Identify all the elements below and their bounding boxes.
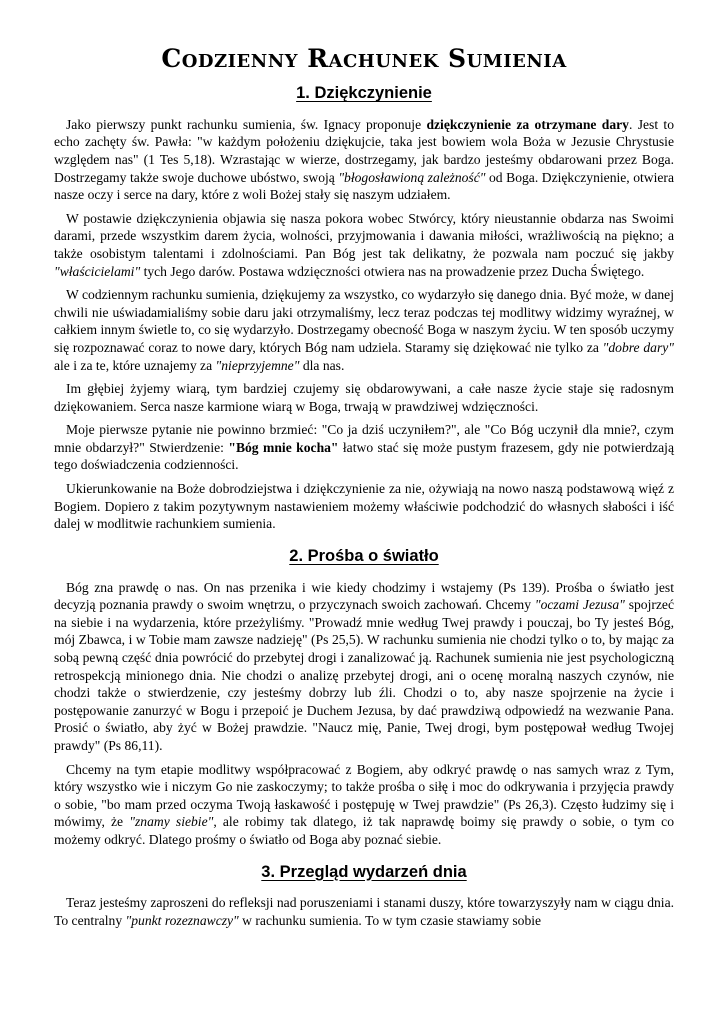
italic-quote: "nieprzyjemne" [215, 357, 300, 373]
section-heading: 1. Dziękczynienie [296, 84, 432, 102]
section-heading: 2. Prośba o światło [289, 546, 439, 565]
text-run: Im głębiej żyjemy wiarą, tym bardziej czujemy się obdarowywani, a całe nasze życie staje się radosnym dziękowaniem. Serca nasze karmione wiarą w Boga, trwają w prawdziwej wdzięczności. [54, 381, 674, 414]
document-sections [54, 84, 674, 930]
paragraph [54, 480, 674, 533]
paragraph [54, 210, 674, 280]
document-title: Codzienny Rachunek Sumienia [161, 44, 567, 73]
text-run: Bóg zna prawdę o nas. On nas przenika i wie kiedy chodzimy i wstajemy (Ps 139). Prośba o światło jest decyzją poznania prawdy o swoim wnętrzu, o przyczynach swoich zachowań. Chcemy [54, 579, 674, 613]
text-run: W postawie dziękczynienia objawia się nasza pokora wobec Stwórcy, który nieustannie obdarza nas Swoimi darami, przede wszystkim darem życia, wolności, przyjmowania i dawania miłości, wrażliwością na piękno; a także osobistym talentami i zdolnościami. Pan Bóg jest tak delikatny, że pozwala nam poczuć się jakby [54, 210, 674, 261]
section-review-of-day [54, 863, 674, 930]
section-thanksgiving [54, 84, 674, 533]
paragraph [54, 894, 674, 929]
italic-quote: "znamy siebie" [129, 814, 214, 830]
paragraph [54, 116, 674, 204]
text-run: Jako pierwszy punkt rachunku sumienia, św. Ignacy proponuje [66, 116, 427, 132]
text-run: , ale robimy tak dlatego, iż tak naprawdę boimy się prawdy o sobie, o tym co możemy odkryć. Dlatego prośmy o światło od Boga aby poznać siebie. [54, 814, 675, 847]
text-run: Ukierunkowanie na Boże dobrodziejstwa i dziękczynienie za nie, ożywiają na nowo naszą podstawową więź z Bogiem. Dopiero z takim pozytywnym nastawieniem możemy właściwie podchodzić do własnych słabości i iść dalej w modlitwie rachunkiem sumienia. [54, 481, 674, 532]
italic-quote: "dobre dary" [602, 339, 674, 355]
text-run: spojrzeć na siebie i na wydarzenia, które przeżyliśmy. "Prowadź mnie według Twej prawdy i pouczaj, bo Ty jesteś Bóg, mój Zbawca, i w Tobie mam zawsze nadzieję" (Ps 25,5). W rachunku sumienia nie chodzi tylko o to, by mając za sobą pewną część dnia powrócić do przebytej drogi i zanalizować ją. Rachunek sumienia nie jest psychologiczną retrospekcją minionego dnia. Nie chodzi o analizę przebytej drogi, ani o ocenę moralną naszych czynów, nie chodzi także o stwierdzenie, czy jesteśmy dobrzy lub źli. Chodzi o to, aby nasze spojrzenie na życie i postępowanie zanurzyć w Bogu i przepoić je Duchem Jezusa, by dać prawdziwą odpowiedź na wezwanie Pana. Prosić o światło, aby żyć w Bożej prawdzie. "Naucz mię, Panie, Twej drogi, bym postępował według Twojej prawdy" (Ps 86,11). [54, 597, 675, 753]
paragraph [54, 761, 674, 849]
paragraph [54, 286, 674, 374]
text-run: . Jest to echo zachęty św. Pawła: "w każdym położeniu dziękujcie, taka jest bowiem wola Boża w Jezusie Chrystusie względem nas" (1 Tes 5,18). Wzrastając w wierze, dostrzegamy, jak bardzo jesteśmy obdarowani przez Boga. Dostrzegamy także swoje duchowe ubóstwo, swoją [54, 116, 675, 185]
italic-quote: "oczami Jezusa" [534, 597, 625, 613]
text-run: Chcemy na tym etapie modlitwy współpracować z Bogiem, aby odkryć prawdę o nas samych wraz z Tym, który wszystko wie i niczym Go nie zaskoczymy; to także prośba o siłę i moc do odkrywania i przyjęcia prawdy o sobie, "bo mam przed oczyma Twoją łaskawość i postępuję w Twej prawdzie" (Ps 26,3). Często łudzimy się i mówimy, że [54, 761, 674, 830]
paragraph [54, 579, 674, 755]
text-run: tych Jego darów. Postawa wdzięczności otwiera nas na prowadzenie przez Ducha Świętego. [140, 263, 645, 279]
text-run: od Boga. Dziękczynienie, otwiera nasze oczy i serce na dary, które z woli Bożej stały się naszym udziałem. [54, 169, 674, 203]
text-run: dla nas. [299, 357, 345, 373]
paragraph [54, 380, 674, 415]
document-page [54, 44, 674, 936]
bold-text: dziękczynienie za otrzymane dary [426, 116, 629, 132]
section-heading: 3. Przegląd wydarzeń dnia [261, 862, 467, 881]
text-run: Moje pierwsze pytanie nie powinno brzmieć: "Co ja dziś uczyniłem?", ale "Co Bóg uczynił dla mnie?, czym mnie obdarzył?" Stwierdzenie: [54, 422, 674, 455]
bold-text: "Bóg mnie kocha" [228, 439, 339, 455]
text-run: w rachunku sumienia. To w tym czasie stawiamy sobie [238, 912, 542, 928]
italic-quote: "punkt rozeznawczy" [125, 912, 239, 928]
italic-quote: "błogosławioną zależność" [338, 169, 486, 185]
paragraph [54, 421, 674, 474]
section-prayer-for-light [54, 547, 674, 849]
text-run: W codziennym rachunku sumienia, dziękujemy za wszystko, co wydarzyło się danego dnia. Być może, w danej chwili nie uświadamialiśmy sobie daru jaki otrzymaliśmy, lecz teraz podczas tej modlitwy widzimy wyraźnej, w całkiem innym świetle to, co się wydarzyło. Dostrzegamy obecność Boga w naszym życiu. W ten sposób uczymy się rozpoznawać coraz to nowe dary, których Bóg nam udziela. Staramy się dziękować nie tylko za [54, 287, 674, 355]
italic-quote: "właścicielami" [54, 263, 141, 279]
text-run: ale i za te, które uznajemy za [54, 357, 216, 373]
text-run: łatwo stać się może pustym frazesem, gdy nie potwierdzają tego doświadczenia codzienności. [54, 439, 674, 473]
text-run: Teraz jesteśmy zaproszeni do refleksji nad poruszeniami i stanami duszy, które towarzyszyły nam w ciągu dnia. To centralny [54, 895, 674, 928]
